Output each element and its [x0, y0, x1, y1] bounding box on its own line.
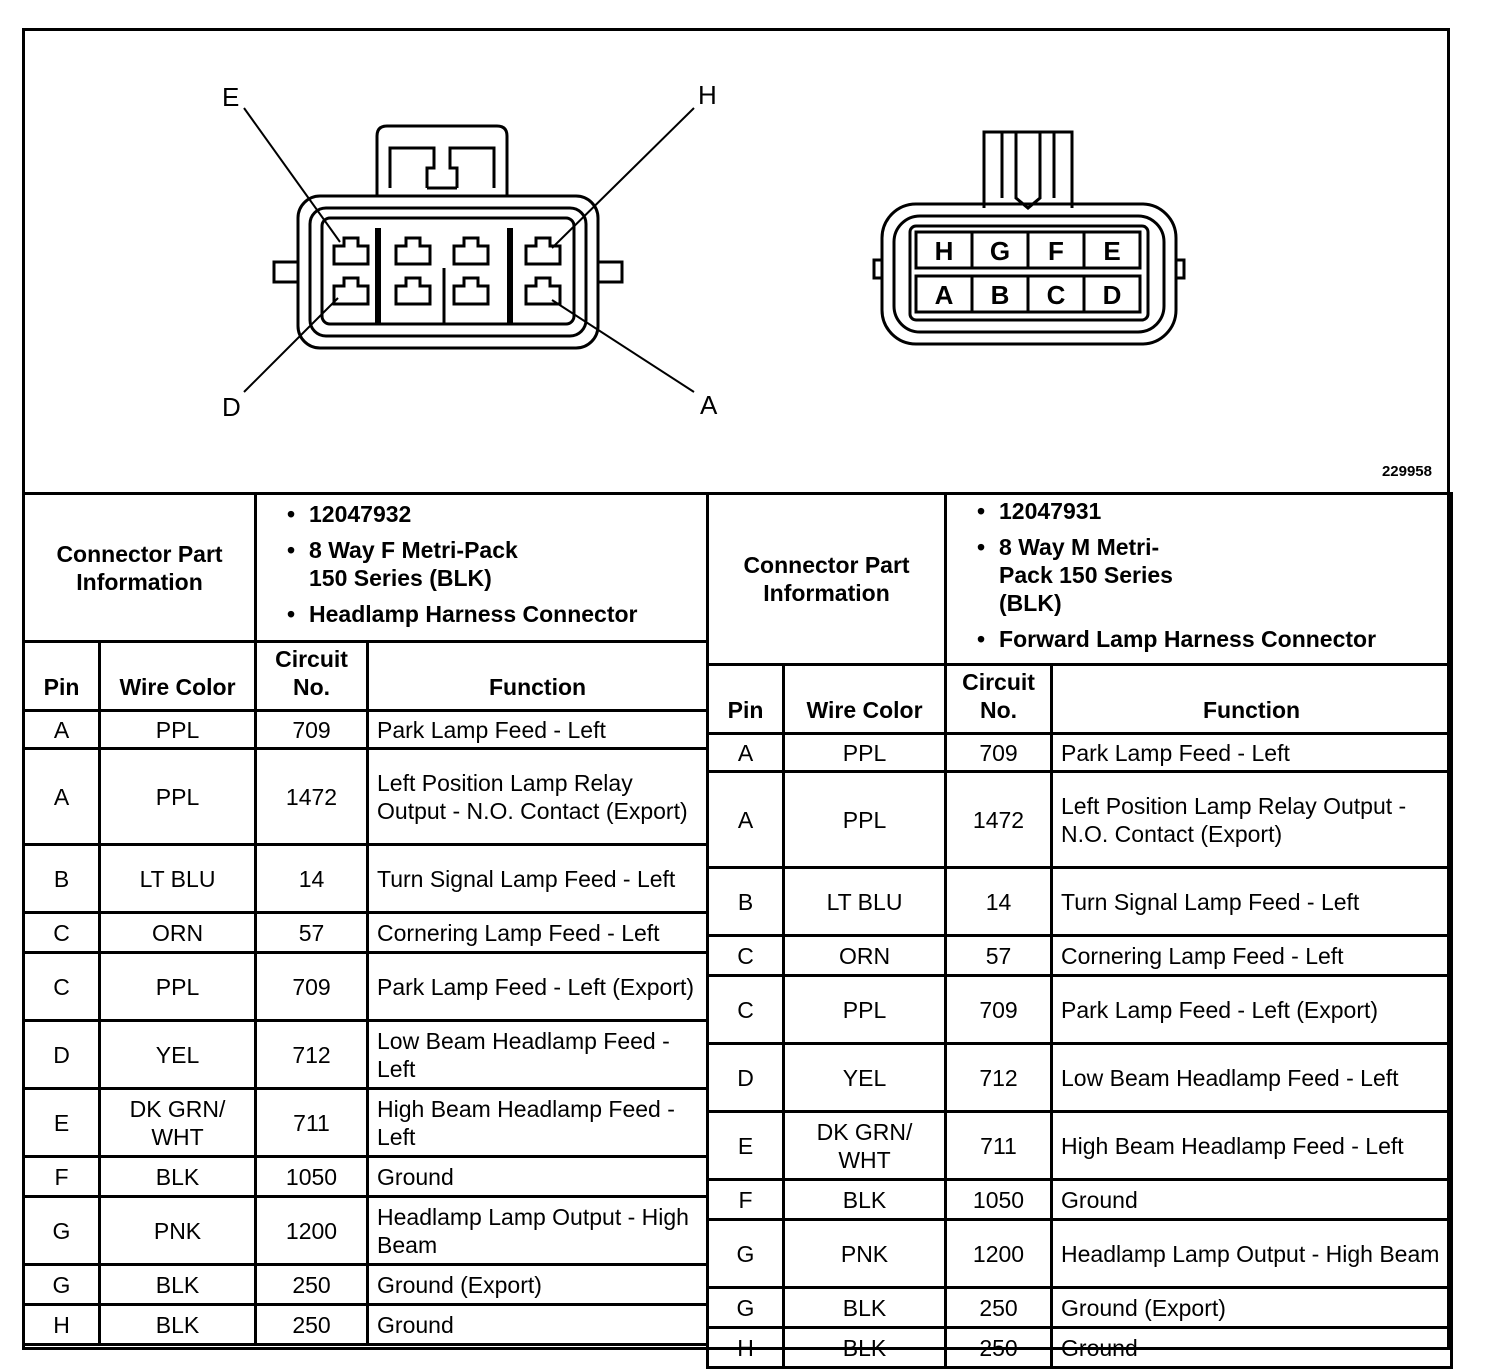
right-function-cell: Cornering Lamp Feed - Left: [1052, 936, 1452, 976]
left-function-cell: Left Position Lamp Relay Output - N.O. Contact (Export): [368, 749, 708, 845]
right-circuit-cell: 709: [946, 734, 1052, 772]
left-pin-cell: A: [24, 749, 100, 845]
left-pin-cell: D: [24, 1021, 100, 1089]
left-circuit-cell: 1472: [256, 749, 368, 845]
left-circuit-cell: 1200: [256, 1197, 368, 1265]
right-function-cell: Headlamp Lamp Output - High Beam: [1052, 1220, 1452, 1288]
left-wire-color-cell: PPL: [100, 711, 256, 749]
left-circuit-cell: 711: [256, 1089, 368, 1157]
right-circuit-cell: 712: [946, 1044, 1052, 1112]
right-circuit-cell: 57: [946, 936, 1052, 976]
male-pin-d: D: [1102, 280, 1122, 310]
left-pin-cell: G: [24, 1265, 100, 1305]
left-table-row: [24, 913, 708, 953]
left-table-row: [24, 1021, 708, 1089]
right-pin-cell: E: [708, 1112, 784, 1180]
left-pin-cell: F: [24, 1157, 100, 1197]
left-function-cell: Park Lamp Feed - Left (Export): [368, 953, 708, 1021]
left-table-row: [24, 749, 708, 845]
right-info-row: [708, 494, 1452, 665]
left-header-circuit: Circuit No.: [256, 642, 368, 711]
left-info-list: [256, 494, 708, 642]
left-pin-cell: A: [24, 711, 100, 749]
right-table-row: [708, 1044, 1452, 1112]
figure-id: 229958: [1381, 463, 1432, 480]
right-pin-cell: F: [708, 1180, 784, 1220]
right-table-row: [708, 936, 1452, 976]
left-circuit-cell: 712: [256, 1021, 368, 1089]
left-function-cell: Headlamp Lamp Output - High Beam: [368, 1197, 708, 1265]
right-info-list: [946, 494, 1452, 665]
left-pin-cell: B: [24, 845, 100, 913]
right-table-row: [708, 734, 1452, 772]
left-wire-color-cell: BLK: [100, 1157, 256, 1197]
right-wire-color-cell: PPL: [784, 772, 946, 868]
left-connector-table: [22, 492, 709, 1346]
right-circuit-cell: 709: [946, 976, 1052, 1044]
right-table-row: [708, 1112, 1452, 1180]
left-wire-color-cell: DK GRN/ WHT: [100, 1089, 256, 1157]
right-circuit-cell: 14: [946, 868, 1052, 936]
right-wire-color-cell: PNK: [784, 1220, 946, 1288]
left-pin-cell: H: [24, 1305, 100, 1345]
right-pin-cell: D: [708, 1044, 784, 1112]
right-pin-cell: C: [708, 976, 784, 1044]
left-function-cell: Ground: [368, 1305, 708, 1345]
left-wire-color-cell: BLK: [100, 1265, 256, 1305]
right-part-number: • 12047931: [999, 497, 1442, 525]
right-header-circuit: Circuit No.: [946, 665, 1052, 734]
right-part-type: • 8 Way M Metri-Pack 150 Series (BLK): [999, 533, 1209, 617]
right-circuit-cell: 711: [946, 1112, 1052, 1180]
right-wire-color-cell: BLK: [784, 1288, 946, 1328]
left-info-row: [24, 494, 708, 642]
left-wire-color-cell: PNK: [100, 1197, 256, 1265]
left-function-cell: Low Beam Headlamp Feed - Left: [368, 1021, 708, 1089]
left-function-cell: High Beam Headlamp Feed - Left: [368, 1089, 708, 1157]
left-circuit-cell: 1050: [256, 1157, 368, 1197]
male-pin-f: F: [1048, 236, 1064, 266]
right-wire-color-cell: BLK: [784, 1180, 946, 1220]
right-table-row: [708, 1288, 1452, 1328]
left-table-row: [24, 1157, 708, 1197]
left-pin-cell: C: [24, 953, 100, 1021]
right-wire-color-cell: DK GRN/ WHT: [784, 1112, 946, 1180]
male-pin-b: B: [990, 280, 1010, 310]
left-function-cell: Park Lamp Feed - Left: [368, 711, 708, 749]
right-function-cell: Low Beam Headlamp Feed - Left: [1052, 1044, 1452, 1112]
left-table-row: [24, 1197, 708, 1265]
right-circuit-cell: 250: [946, 1288, 1052, 1328]
right-header-function: Function: [1052, 665, 1452, 734]
left-part-desc: • Headlamp Harness Connector: [309, 600, 698, 628]
right-function-cell: High Beam Headlamp Feed - Left: [1052, 1112, 1452, 1180]
left-function-cell: Cornering Lamp Feed - Left: [368, 913, 708, 953]
right-header-row: [708, 665, 1452, 734]
left-wire-color-cell: PPL: [100, 749, 256, 845]
right-function-cell: Turn Signal Lamp Feed - Left: [1052, 868, 1452, 936]
left-function-cell: Ground: [368, 1157, 708, 1197]
left-table-row: [24, 953, 708, 1021]
left-circuit-cell: 709: [256, 953, 368, 1021]
left-part-number: • 12047932: [309, 500, 698, 528]
left-table-row: [24, 1089, 708, 1157]
left-pin-cell: E: [24, 1089, 100, 1157]
left-pin-cell: G: [24, 1197, 100, 1265]
right-circuit-cell: 1200: [946, 1220, 1052, 1288]
male-pin-a: A: [934, 280, 954, 310]
right-table-row: [708, 1328, 1452, 1368]
left-wire-color-cell: ORN: [100, 913, 256, 953]
left-part-type: • 8 Way F Metri-Pack 150 Series (BLK): [309, 536, 519, 592]
right-function-cell: Park Lamp Feed - Left (Export): [1052, 976, 1452, 1044]
right-function-cell: Ground: [1052, 1328, 1452, 1368]
right-table-row: [708, 772, 1452, 868]
left-wire-color-cell: LT BLU: [100, 845, 256, 913]
left-table-row: [24, 711, 708, 749]
left-header-wire-color: Wire Color: [100, 642, 256, 711]
left-wire-color-cell: YEL: [100, 1021, 256, 1089]
left-table-row: [24, 1265, 708, 1305]
right-wire-color-cell: PPL: [784, 734, 946, 772]
male-pin-h: H: [934, 236, 954, 266]
male-pin-e: E: [1103, 236, 1121, 266]
right-part-desc: • Forward Lamp Harness Connector: [999, 625, 1442, 653]
left-circuit-cell: 709: [256, 711, 368, 749]
right-circuit-cell: 250: [946, 1328, 1052, 1368]
left-pin-cell: C: [24, 913, 100, 953]
male-connector: [874, 132, 1184, 344]
right-header-pin: Pin: [708, 665, 784, 734]
left-wire-color-cell: PPL: [100, 953, 256, 1021]
left-circuit-cell: 250: [256, 1305, 368, 1345]
connector-drawing: [22, 28, 1450, 494]
left-table-row: [24, 1305, 708, 1345]
right-info-label: Connector Part Information: [708, 494, 946, 665]
left-wire-color-cell: BLK: [100, 1305, 256, 1345]
callout-d: D: [222, 392, 241, 422]
right-wire-color-cell: YEL: [784, 1044, 946, 1112]
callout-a: A: [700, 390, 718, 420]
left-circuit-cell: 57: [256, 913, 368, 953]
right-table-row: [708, 868, 1452, 936]
right-circuit-cell: 1472: [946, 772, 1052, 868]
right-function-cell: Park Lamp Feed - Left: [1052, 734, 1452, 772]
left-circuit-cell: 14: [256, 845, 368, 913]
right-pin-cell: G: [708, 1288, 784, 1328]
left-function-cell: Turn Signal Lamp Feed - Left: [368, 845, 708, 913]
left-header-row: [24, 642, 708, 711]
right-pin-cell: G: [708, 1220, 784, 1288]
right-function-cell: Ground: [1052, 1180, 1452, 1220]
right-header-wire-color: Wire Color: [784, 665, 946, 734]
male-pin-g: G: [989, 236, 1011, 266]
right-pin-cell: H: [708, 1328, 784, 1368]
right-connector-table: [706, 492, 1453, 1369]
left-info-label: Connector Part Information: [24, 494, 256, 642]
right-table-row: [708, 1220, 1452, 1288]
left-circuit-cell: 250: [256, 1265, 368, 1305]
callout-h: H: [698, 80, 717, 110]
right-pin-cell: C: [708, 936, 784, 976]
right-pin-cell: B: [708, 868, 784, 936]
left-table-row: [24, 845, 708, 913]
callout-e: E: [222, 82, 240, 112]
left-header-pin: Pin: [24, 642, 100, 711]
connector-diagram: [22, 28, 1450, 494]
female-connector: [244, 108, 694, 392]
right-pin-cell: A: [708, 734, 784, 772]
left-function-cell: Ground (Export): [368, 1265, 708, 1305]
right-wire-color-cell: PPL: [784, 976, 946, 1044]
left-header-function: Function: [368, 642, 708, 711]
right-wire-color-cell: ORN: [784, 936, 946, 976]
right-circuit-cell: 1050: [946, 1180, 1052, 1220]
right-table-row: [708, 976, 1452, 1044]
right-function-cell: Left Position Lamp Relay Output - N.O. Contact (Export): [1052, 772, 1452, 868]
right-function-cell: Ground (Export): [1052, 1288, 1452, 1328]
right-table-row: [708, 1180, 1452, 1220]
male-pin-c: C: [1046, 280, 1066, 310]
right-wire-color-cell: LT BLU: [784, 868, 946, 936]
right-pin-cell: A: [708, 772, 784, 868]
right-wire-color-cell: BLK: [784, 1328, 946, 1368]
